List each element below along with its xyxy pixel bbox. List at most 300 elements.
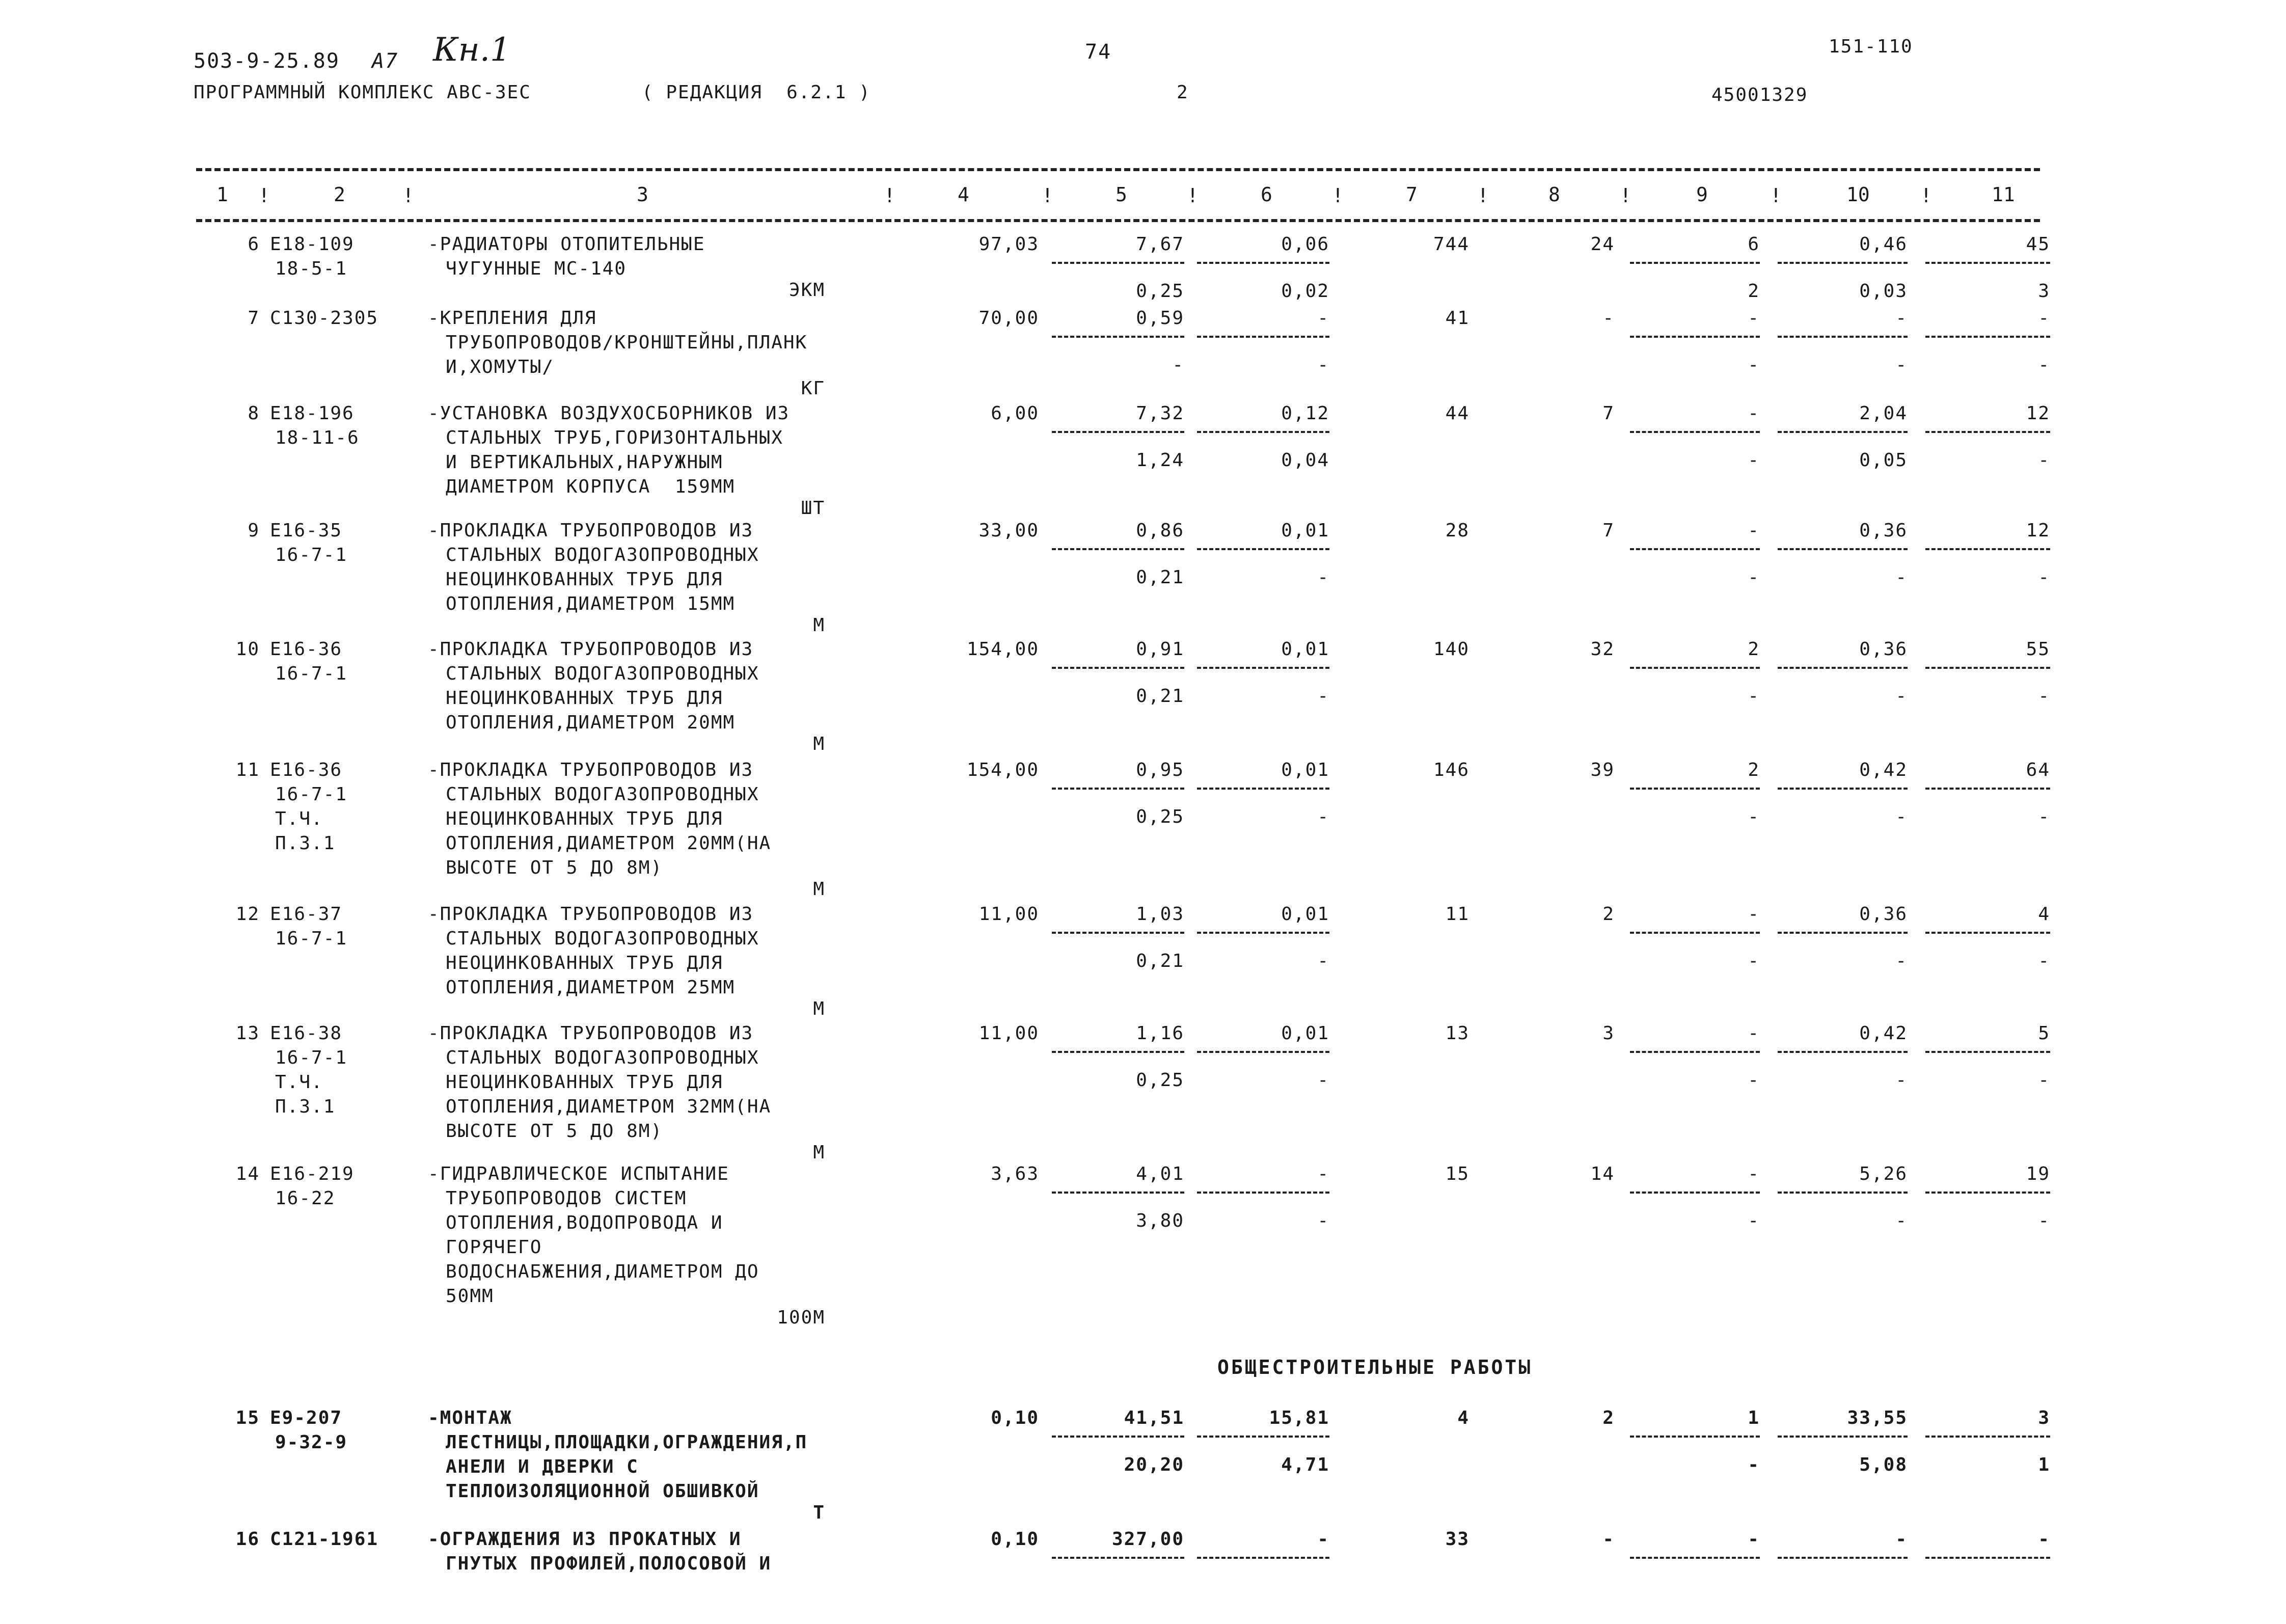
value-divider [1197, 1557, 1329, 1559]
value-divider [1630, 1192, 1760, 1194]
cell-c8: - [1602, 308, 1615, 329]
cell-c4: 97,03 [978, 234, 1039, 255]
value-divider [1778, 788, 1908, 790]
value-divider [1925, 1192, 2050, 1194]
cell-c10: 0,36 [1859, 639, 1908, 660]
row-unit: КГ [801, 378, 825, 399]
row-code: С130-2305 [270, 308, 379, 329]
cell-c9: 2 [1748, 760, 1760, 780]
cell-c7: 4 [1457, 1408, 1469, 1428]
row-code: Т.Ч. [275, 808, 323, 829]
row-number: 9 [248, 520, 260, 541]
cell-c4: 3,63 [991, 1163, 1039, 1184]
cell-c6-sub: - [1317, 806, 1329, 827]
value-divider [1925, 788, 2050, 790]
cell-c5-sub: 0,21 [1136, 567, 1184, 588]
cell-c6: 0,01 [1281, 904, 1329, 925]
row-description: ГНУТЫХ ПРОФИЛЕЙ,ПОЛОСОВОЙ И [446, 1553, 772, 1574]
row-code: Е16-37 [270, 904, 343, 925]
row-code: Е9-207 [270, 1408, 343, 1428]
row-description: ОТОПЛЕНИЯ,ДИАМЕТРОМ 32ММ(НА [446, 1096, 772, 1117]
cell-c8: - [1602, 1529, 1615, 1550]
row-code: 16-7-1 [275, 663, 348, 684]
value-divider [1630, 932, 1760, 934]
value-divider [1778, 1192, 1908, 1194]
row-code: Е16-36 [270, 639, 343, 660]
cell-c9-sub: - [1748, 450, 1760, 471]
cell-c6: - [1317, 1529, 1329, 1550]
value-divider [1052, 262, 1184, 264]
row-code: Е16-219 [270, 1163, 355, 1184]
row-description: -ПРОКЛАДКА ТРУБОПРОВОДОВ ИЗ [428, 904, 754, 925]
cell-c11: 12 [2026, 403, 2050, 424]
cell-c10-sub: - [1895, 1210, 1908, 1231]
value-divider [1630, 1051, 1760, 1053]
row-description: -КРЕПЛЕНИЯ ДЛЯ [428, 308, 597, 329]
row-unit: ЭКМ [788, 280, 825, 301]
cell-c11-sub: - [2038, 686, 2050, 707]
row-unit: М [813, 998, 825, 1019]
cell-c9-sub: - [1748, 806, 1760, 827]
value-divider [1925, 262, 2050, 264]
value-divider [1052, 932, 1184, 934]
column-separator: ! [1042, 184, 1053, 207]
cell-c11-sub: - [2038, 1070, 2050, 1091]
column-header: 7 [1406, 183, 1418, 206]
row-description: -ПРОКЛАДКА ТРУБОПРОВОДОВ ИЗ [428, 760, 754, 780]
value-divider [1630, 1557, 1760, 1559]
cell-c9-sub: - [1748, 1454, 1760, 1475]
cell-c10: - [1895, 1529, 1908, 1550]
cell-c11-sub: - [2038, 355, 2050, 375]
value-divider [1630, 431, 1760, 433]
column-header: 5 [1115, 183, 1127, 206]
row-code: Е18-196 [270, 403, 355, 424]
column-header: 3 [637, 183, 648, 206]
row-description: СТАЛЬНЫХ ВОДОГАЗОПРОВОДНЫХ [446, 928, 759, 949]
value-divider [1925, 431, 2050, 433]
cell-c5: 7,32 [1136, 403, 1184, 424]
row-description: -УСТАНОВКА ВОЗДУХОСБОРНИКОВ ИЗ [428, 403, 790, 424]
row-code: Е16-35 [270, 520, 343, 541]
page-number: 74 [1085, 40, 1112, 64]
row-code: Е16-36 [270, 760, 343, 780]
value-divider [1197, 788, 1329, 790]
cell-c6-sub: - [1317, 1210, 1329, 1231]
row-description: -ПРОКЛАДКА ТРУБОПРОВОДОВ ИЗ [428, 520, 754, 541]
value-divider [1052, 431, 1184, 433]
cell-c6-sub: 0,04 [1281, 450, 1329, 471]
row-description: ДИАМЕТРОМ КОРПУСА 159ММ [446, 476, 736, 497]
row-number: 13 [235, 1023, 260, 1044]
row-description: СТАЛЬНЫХ ВОДОГАЗОПРОВОДНЫХ [446, 784, 759, 805]
row-number: 8 [248, 403, 260, 424]
row-description: ТЕПЛОИЗОЛЯЦИОННОЙ ОБШИВКОЙ [446, 1481, 759, 1502]
cell-c10-sub: - [1895, 951, 1908, 971]
value-divider [1197, 336, 1329, 338]
cell-c6: 0,06 [1281, 234, 1329, 255]
cell-c11: 5 [2038, 1023, 2050, 1044]
row-number: 6 [248, 234, 260, 255]
cell-c5: 327,00 [1111, 1529, 1184, 1550]
row-description: -ГИДРАВЛИЧЕСКОЕ ИСПЫТАНИЕ [428, 1163, 729, 1184]
row-unit: Т [813, 1502, 825, 1523]
cell-c10-sub: 0,03 [1859, 281, 1908, 302]
cell-c11: - [2038, 308, 2050, 329]
value-divider [1778, 262, 1908, 264]
value-divider [1197, 262, 1329, 264]
value-divider [1925, 667, 2050, 669]
cell-c10-sub: - [1895, 1070, 1908, 1091]
cell-c11: 12 [2026, 520, 2050, 541]
row-description: ОТОПЛЕНИЯ,ДИАМЕТРОМ 25ММ [446, 977, 736, 998]
cell-c11-sub: - [2038, 567, 2050, 588]
cell-c10-sub: 5,08 [1859, 1454, 1908, 1475]
cell-c10-sub: - [1895, 686, 1908, 707]
column-separator: ! [1920, 184, 1932, 207]
row-code: Е18-109 [270, 234, 355, 255]
row-description: ВЫСОТЕ ОТ 5 ДО 8М) [446, 857, 663, 878]
cell-c5: 0,59 [1136, 308, 1184, 329]
row-code: 16-7-1 [275, 545, 348, 565]
cell-c4: 11,00 [978, 904, 1039, 925]
value-divider [1925, 1557, 2050, 1559]
cell-c6: 0,01 [1281, 520, 1329, 541]
cell-c9: - [1748, 1023, 1760, 1044]
row-description: ВОДОСНАБЖЕНИЯ,ДИАМЕТРОМ ДО [446, 1261, 759, 1282]
row-description: ГОРЯЧЕГО [446, 1237, 542, 1258]
cell-c9: 2 [1748, 639, 1760, 660]
cell-c7: 13 [1445, 1023, 1469, 1044]
cell-c10: 0,36 [1859, 904, 1908, 925]
row-code: 16-7-1 [275, 784, 348, 805]
row-description: СТАЛЬНЫХ ВОДОГАЗОПРОВОДНЫХ [446, 545, 759, 565]
row-description: И,ХОМУТЫ/ [446, 357, 555, 377]
value-divider [1630, 262, 1760, 264]
cell-c10-sub: - [1895, 806, 1908, 827]
cell-c11-sub: - [2038, 951, 2050, 971]
cell-c8: 32 [1590, 639, 1615, 660]
cell-c9: - [1748, 308, 1760, 329]
cell-c5-sub: - [1172, 355, 1184, 375]
cell-c5: 7,67 [1136, 234, 1184, 255]
cell-c9: - [1748, 520, 1760, 541]
cell-c5-sub: 0,25 [1136, 1070, 1184, 1091]
row-description: ОТОПЛЕНИЯ,ВОДОПРОВОДА И [446, 1212, 723, 1233]
cell-c7: 33 [1445, 1529, 1469, 1550]
column-separator: ! [884, 184, 895, 207]
column-separator: ! [1332, 184, 1344, 207]
cell-c5: 1,16 [1136, 1023, 1184, 1044]
cell-c4: 154,00 [966, 760, 1039, 780]
column-separator: ! [1187, 184, 1199, 207]
row-description: ТРУБОПРОВОДОВ/КРОНШТЕЙНЫ,ПЛАНК [446, 332, 808, 353]
cell-c11-sub: 1 [2038, 1454, 2050, 1475]
cell-c8: 2 [1602, 1408, 1615, 1428]
cell-c5: 0,86 [1136, 520, 1184, 541]
cell-c8: 2 [1602, 904, 1615, 925]
section-title: ОБЩЕСТРОИТЕЛЬНЫЕ РАБОТЫ [1217, 1356, 1533, 1378]
value-divider [1052, 336, 1184, 338]
cell-c11-sub: - [2038, 1210, 2050, 1231]
cell-c5: 4,01 [1136, 1163, 1184, 1184]
cell-c7: 744 [1433, 234, 1469, 255]
column-header: 11 [1992, 183, 2015, 206]
row-description: -МОНТАЖ [428, 1408, 512, 1428]
cell-c11: 3 [2038, 1408, 2050, 1428]
value-divider [1052, 548, 1184, 550]
edition: ( РЕДАКЦИЯ 6.2.1 ) [642, 82, 871, 103]
cell-c5-sub: 1,24 [1136, 450, 1184, 471]
cell-c4: 6,00 [991, 403, 1039, 424]
cell-c10: 0,42 [1859, 1023, 1908, 1044]
cell-c11-sub: - [2038, 806, 2050, 827]
cell-c5: 0,95 [1136, 760, 1184, 780]
cell-c10: 0,42 [1859, 760, 1908, 780]
cell-c6-sub: - [1317, 567, 1329, 588]
value-divider [1630, 336, 1760, 338]
row-description: НЕОЦИНКОВАННЫХ ТРУБ ДЛЯ [446, 569, 723, 590]
cell-c6-sub: - [1317, 355, 1329, 375]
row-unit: М [813, 1142, 825, 1163]
value-divider [1925, 336, 2050, 338]
cell-c11: 64 [2026, 760, 2050, 780]
value-divider [1925, 1051, 2050, 1053]
row-code: 18-5-1 [275, 258, 348, 279]
column-separator: ! [258, 184, 270, 207]
cell-c4: 70,00 [978, 308, 1039, 329]
value-divider [1052, 1192, 1184, 1194]
cell-c6: - [1317, 308, 1329, 329]
column-header: 6 [1261, 183, 1272, 206]
value-divider [1925, 1436, 2050, 1438]
cell-c10: 2,04 [1859, 403, 1908, 424]
cell-c5-sub: 0,21 [1136, 951, 1184, 971]
row-description: ТРУБОПРОВОДОВ СИСТЕМ [446, 1188, 687, 1209]
row-code: Т.Ч. [275, 1072, 323, 1093]
row-description: -РАДИАТОРЫ ОТОПИТЕЛЬНЫЕ [428, 234, 705, 255]
column-separator: ! [1477, 184, 1489, 207]
value-divider [1197, 548, 1329, 550]
cell-c6: 0,01 [1281, 1023, 1329, 1044]
cell-c7: 15 [1445, 1163, 1469, 1184]
row-description: СТАЛЬНЫХ ТРУБ,ГОРИЗОНТАЛЬНЫХ [446, 427, 783, 448]
row-description: ЧУГУННЫЕ МС-140 [446, 258, 627, 279]
row-description: 50ММ [446, 1286, 494, 1307]
cell-c9-sub: - [1748, 951, 1760, 971]
code-right: 151-110 [1829, 36, 1913, 57]
cell-c6-sub: - [1317, 1070, 1329, 1091]
cell-c5: 41,51 [1124, 1408, 1184, 1428]
doc-code: 503-9-25.89 [194, 49, 340, 73]
value-divider [1925, 548, 2050, 550]
value-divider [1052, 788, 1184, 790]
cell-c10: 33,55 [1847, 1408, 1908, 1428]
row-description: ОТОПЛЕНИЯ,ДИАМЕТРОМ 15ММ [446, 593, 736, 614]
cell-c6-sub: 0,02 [1281, 281, 1329, 302]
cell-c8: 24 [1590, 234, 1615, 255]
cell-c10: 0,46 [1859, 234, 1908, 255]
row-description: -ПРОКЛАДКА ТРУБОПРОВОДОВ ИЗ [428, 1023, 754, 1044]
cell-c4: 0,10 [991, 1529, 1039, 1550]
cell-c5: 1,03 [1136, 904, 1184, 925]
cell-c9: - [1748, 1529, 1760, 1550]
header-rule-top [196, 168, 2040, 171]
value-divider [1925, 932, 2050, 934]
cell-c10-sub: - [1895, 567, 1908, 588]
column-header: 1 [216, 183, 228, 206]
cell-c10-sub: 0,05 [1859, 450, 1908, 471]
row-description: -ОГРАЖДЕНИЯ ИЗ ПРОКАТНЫХ И [428, 1529, 742, 1550]
cell-c9: 6 [1748, 234, 1760, 255]
value-divider [1778, 1436, 1908, 1438]
row-description: АНЕЛИ И ДВЕРКИ С [446, 1456, 639, 1477]
row-code: 16-7-1 [275, 1047, 348, 1068]
cell-c9-sub: - [1748, 355, 1760, 375]
cell-c9: 1 [1748, 1408, 1760, 1428]
value-divider [1778, 667, 1908, 669]
value-divider [1197, 1051, 1329, 1053]
value-divider [1630, 667, 1760, 669]
value-divider [1197, 1192, 1329, 1194]
cell-c11: - [2038, 1529, 2050, 1550]
value-divider [1778, 336, 1908, 338]
cell-c10: 5,26 [1859, 1163, 1908, 1184]
row-description: -ПРОКЛАДКА ТРУБОПРОВОДОВ ИЗ [428, 639, 754, 660]
row-code: П.3.1 [275, 1096, 336, 1117]
cell-c9-sub: - [1748, 686, 1760, 707]
cell-c10-sub: - [1895, 355, 1908, 375]
cell-c8: 39 [1590, 760, 1615, 780]
row-code: 16-7-1 [275, 928, 348, 949]
row-code: Е16-38 [270, 1023, 343, 1044]
header-rule-bottom [196, 219, 2040, 222]
value-divider [1778, 548, 1908, 550]
part-number: 2 [1177, 82, 1189, 103]
cell-c6: - [1317, 1163, 1329, 1184]
cell-c5-sub: 0,25 [1136, 281, 1184, 302]
cell-c11-sub: - [2038, 450, 2050, 471]
cell-c9: - [1748, 1163, 1760, 1184]
cell-c10: - [1895, 308, 1908, 329]
cell-c8: 14 [1590, 1163, 1615, 1184]
value-divider [1197, 667, 1329, 669]
row-description: ЛЕСТНИЦЫ,ПЛОЩАДКИ,ОГРАЖДЕНИЯ,П [446, 1432, 808, 1453]
cell-c7: 44 [1445, 403, 1469, 424]
cell-c8: 7 [1602, 403, 1615, 424]
cell-c6: 0,01 [1281, 760, 1329, 780]
row-unit: М [813, 879, 825, 900]
cell-c4: 154,00 [966, 639, 1039, 660]
value-divider [1052, 1557, 1184, 1559]
row-description: СТАЛЬНЫХ ВОДОГАЗОПРОВОДНЫХ [446, 1047, 759, 1068]
cell-c5-sub: 3,80 [1136, 1210, 1184, 1231]
row-number: 12 [235, 904, 260, 925]
cell-c5-sub: 0,21 [1136, 686, 1184, 707]
cell-c4: 33,00 [978, 520, 1039, 541]
column-header: 9 [1696, 183, 1708, 206]
value-divider [1630, 788, 1760, 790]
row-number: 16 [235, 1529, 260, 1550]
row-code: 18-11-6 [275, 427, 360, 448]
cell-c6-sub: - [1317, 951, 1329, 971]
row-description: НЕОЦИНКОВАННЫХ ТРУБ ДЛЯ [446, 953, 723, 973]
row-code: С121-1961 [270, 1529, 379, 1550]
row-code: П.3.1 [275, 833, 336, 854]
row-number: 14 [235, 1163, 260, 1184]
value-divider [1630, 1436, 1760, 1438]
cell-c5-sub: 0,25 [1136, 806, 1184, 827]
row-description: НЕОЦИНКОВАННЫХ ТРУБ ДЛЯ [446, 808, 723, 829]
row-description: НЕОЦИНКОВАННЫХ ТРУБ ДЛЯ [446, 1072, 723, 1093]
cell-c4: 11,00 [978, 1023, 1039, 1044]
row-description: ОТОПЛЕНИЯ,ДИАМЕТРОМ 20ММ [446, 712, 736, 733]
cell-c9: - [1748, 904, 1760, 925]
row-description: НЕОЦИНКОВАННЫХ ТРУБ ДЛЯ [446, 688, 723, 709]
cell-c11: 45 [2026, 234, 2050, 255]
cell-c9-sub: 2 [1748, 281, 1760, 302]
cell-c11-sub: 3 [2038, 281, 2050, 302]
cell-c7: 28 [1445, 520, 1469, 541]
row-number: 10 [235, 639, 260, 660]
row-number: 11 [235, 760, 260, 780]
cell-c6: 15,81 [1269, 1408, 1329, 1428]
cell-c9-sub: - [1748, 1210, 1760, 1231]
cell-c9-sub: - [1748, 1070, 1760, 1091]
row-code: 9-32-9 [275, 1432, 348, 1453]
value-divider [1778, 431, 1908, 433]
row-number: 7 [248, 308, 260, 329]
value-divider [1778, 932, 1908, 934]
column-separator: ! [1620, 184, 1631, 207]
value-divider [1052, 1436, 1184, 1438]
cell-c7: 140 [1433, 639, 1469, 660]
doc-number: 45001329 [1711, 85, 1808, 105]
column-separator: ! [402, 184, 414, 207]
cell-c9-sub: - [1748, 567, 1760, 588]
cell-c11: 55 [2026, 639, 2050, 660]
column-header: 4 [958, 183, 969, 206]
value-divider [1197, 1436, 1329, 1438]
cell-c6: 0,12 [1281, 403, 1329, 424]
column-header: 8 [1548, 183, 1560, 206]
cell-c8: 3 [1602, 1023, 1615, 1044]
cell-c6-sub: 4,71 [1281, 1454, 1329, 1475]
row-unit: М [813, 615, 825, 636]
row-unit: ШТ [801, 498, 825, 519]
cell-c6: 0,01 [1281, 639, 1329, 660]
cell-c4: 0,10 [991, 1408, 1039, 1428]
row-unit: 100М [777, 1307, 825, 1328]
value-divider [1197, 431, 1329, 433]
row-description: СТАЛЬНЫХ ВОДОГАЗОПРОВОДНЫХ [446, 663, 759, 684]
book-handwritten: Кн.1 [433, 31, 511, 69]
cell-c11: 19 [2026, 1163, 2050, 1184]
program-title: ПРОГРАММНЫЙ КОМПЛЕКС АВС-3ЕС [194, 82, 531, 103]
column-header: 2 [334, 183, 345, 206]
value-divider [1778, 1051, 1908, 1053]
album-code: А7 [372, 49, 399, 73]
row-description: ВЫСОТЕ ОТ 5 ДО 8М) [446, 1121, 663, 1142]
cell-c8: 7 [1602, 520, 1615, 541]
row-description: И ВЕРТИКАЛЬНЫХ,НАРУЖНЫМ [446, 452, 723, 473]
cell-c9: - [1748, 403, 1760, 424]
cell-c5-sub: 20,20 [1124, 1454, 1184, 1475]
cell-c5: 0,91 [1136, 639, 1184, 660]
cell-c11: 4 [2038, 904, 2050, 925]
column-separator: ! [1770, 184, 1782, 207]
value-divider [1778, 1557, 1908, 1559]
